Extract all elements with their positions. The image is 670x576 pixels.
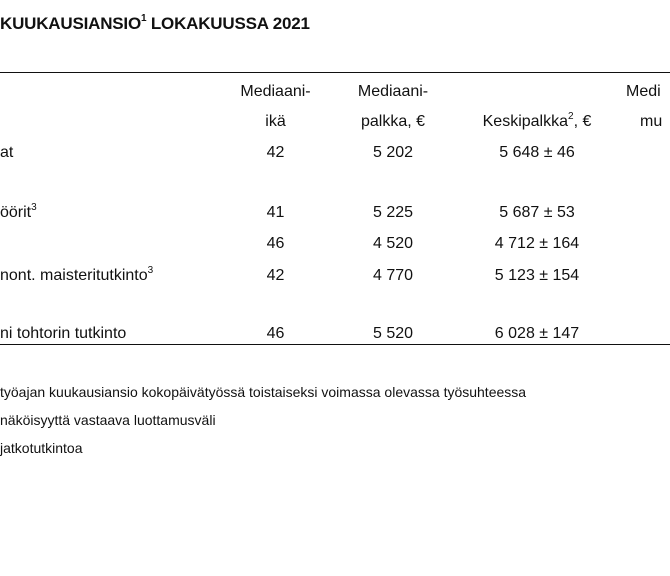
row-age: 41: [266, 204, 285, 221]
row-median: 5 520: [372, 325, 414, 342]
row-mean: 5 648 ± 46: [499, 144, 575, 161]
row-mean: 4 712 ± 164: [494, 235, 580, 252]
row-age: 42: [266, 144, 285, 161]
row-median: 5 202: [372, 144, 414, 161]
row-mean: 5 123 ± 154: [494, 267, 580, 284]
footnote-1: työajan kuukausiansio kokopäivätyössä toistaiseksi voimassa olevassa työsuhteessa: [0, 384, 527, 400]
row-mean: 6 028 ± 147: [494, 325, 580, 342]
row-footnote-mark: 3: [147, 264, 154, 276]
header-median-line1: Mediaani-: [357, 83, 429, 100]
row-median: 4 520: [372, 235, 414, 252]
header-last-line2: mu: [640, 113, 663, 130]
row-footnote-mark: 3: [31, 201, 37, 213]
row-label: ni tohtorin tutkinto: [0, 325, 127, 342]
header-last-line1: Medi: [626, 83, 661, 100]
header-age-line2: ikä: [265, 113, 286, 130]
header-mean: Keskipalkka$^2$, €: [482, 110, 592, 130]
table-title: KUUKAUSIANSIO$^1$ LOKAKUUSSA 2021: [0, 13, 310, 33]
row-label: öörit$^3$: [0, 201, 37, 221]
footnote-3: jatkotutkintoa: [0, 440, 83, 456]
row-age: 42: [266, 267, 285, 284]
row-median: 5 225: [372, 204, 414, 221]
row-mean: 5 687 ± 53: [499, 204, 575, 221]
row-median: 4 770: [372, 267, 414, 284]
row-age: 46: [266, 235, 285, 252]
row-label: nont. maisteritutkinto$^3$: [0, 264, 154, 284]
row-label: at: [0, 144, 14, 161]
row-age: 46: [266, 325, 285, 342]
header-age-line1: Mediaani-: [240, 83, 311, 100]
header-median-line2: palkka, €: [360, 113, 426, 130]
table-bottom-rule: [0, 344, 670, 345]
table-top-rule: [0, 72, 670, 73]
footnote-2: näköisyyttä vastaava luottamusväli: [0, 412, 216, 428]
title-footnote-mark: 1: [140, 13, 147, 25]
header-mean-footnote-mark: 2: [568, 110, 574, 122]
